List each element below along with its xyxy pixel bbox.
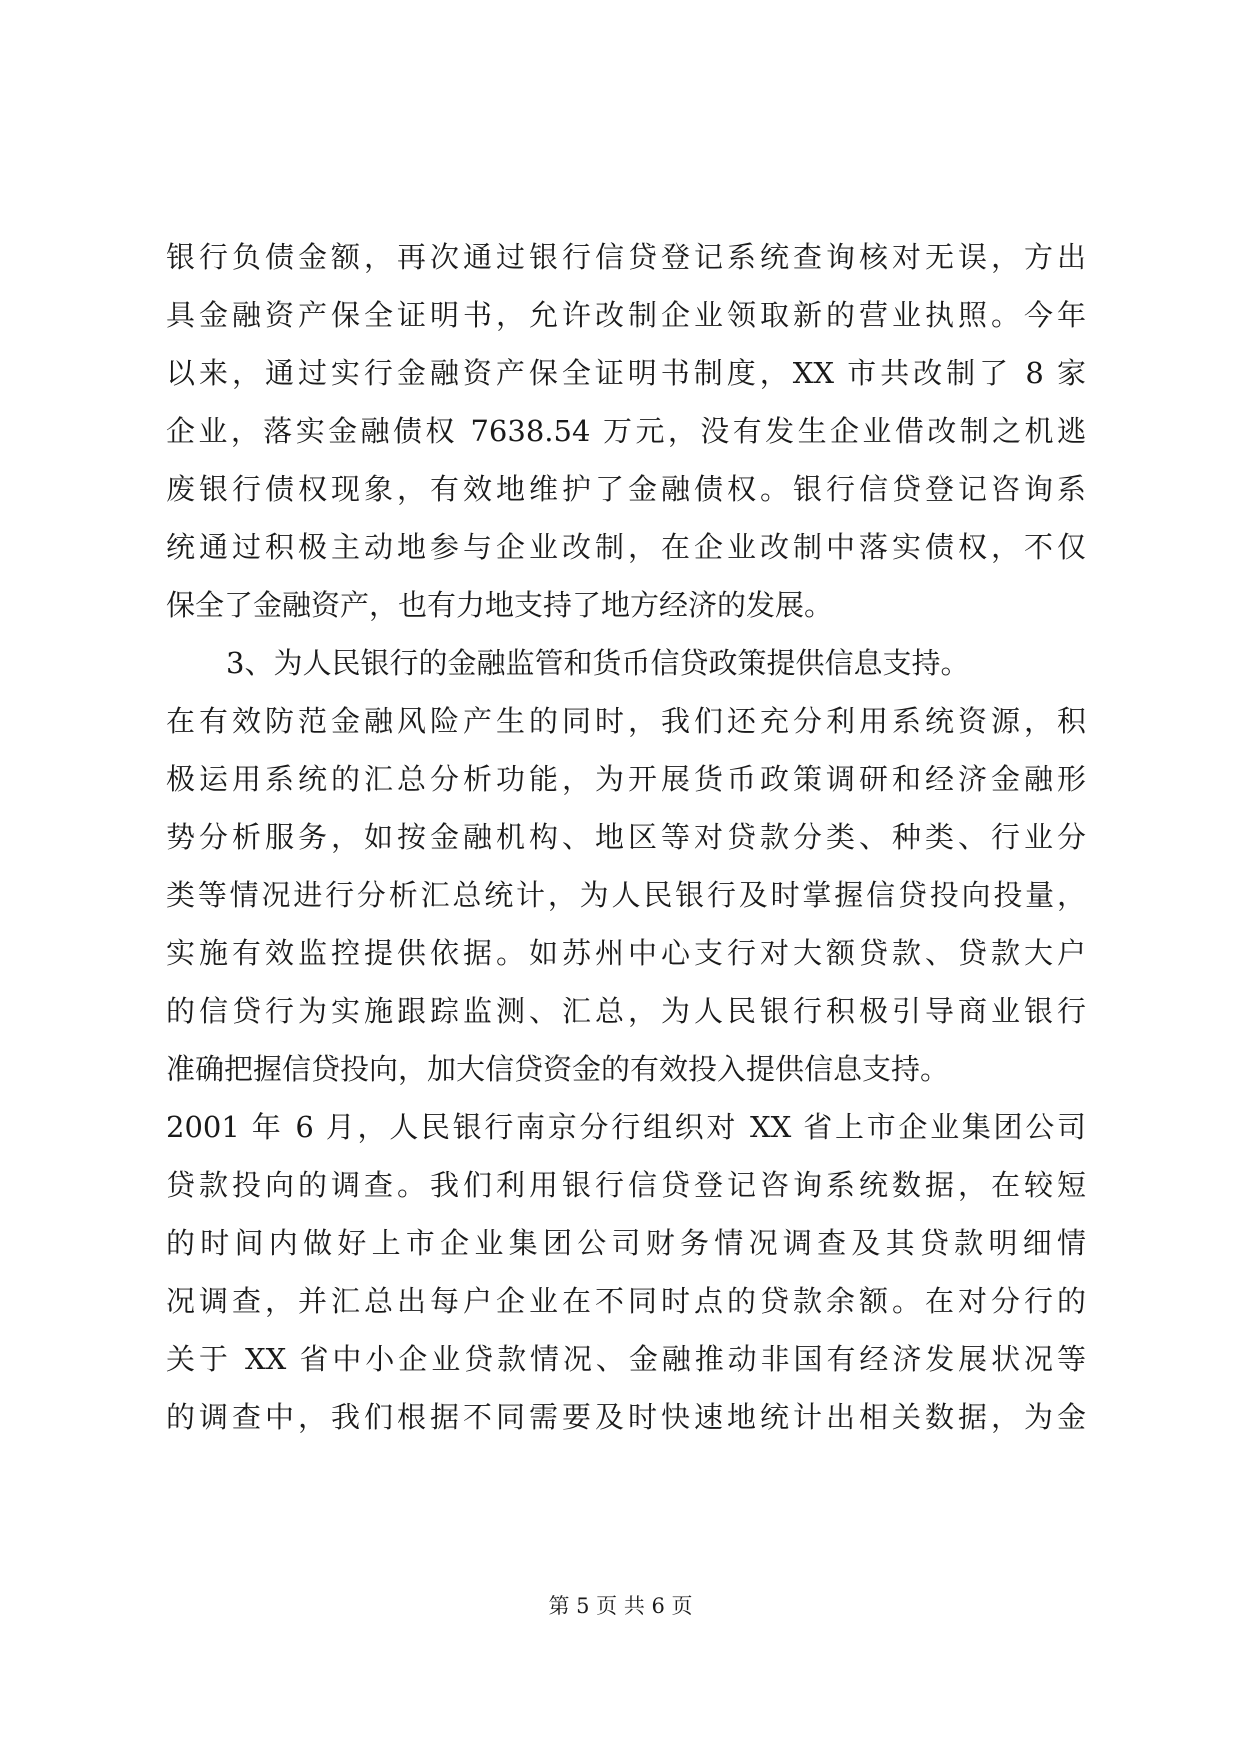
text-line: 统通过积极主动地参与企业改制，在企业改制中落实债权，不仅 [166, 530, 1086, 564]
text-line: 极运用系统的汇总分析功能，为开展货币政策调研和经济金融形 [166, 762, 1086, 796]
text-line: 况调查，并汇总出每户企业在不同时点的贷款余额。在对分行的 [166, 1284, 1086, 1318]
text-line: 贷款投向的调查。我们利用银行信贷登记咨询系统数据，在较短 [166, 1168, 1086, 1202]
text-line: 准确把握信贷投向，加大信贷资金的有效投入提供信息支持。 [166, 1052, 950, 1086]
text-line: 银行负债金额，再次通过银行信贷登记系统查询核对无误，方出 [166, 240, 1086, 274]
text-line: 具金融资产保全证明书，允许改制企业领取新的营业执照。今年 [166, 298, 1086, 332]
section-heading: 3、为人民银行的金融监管和货币信贷政策提供信息支持。 [226, 646, 970, 680]
text-line: 企业，落实金融债权 7638.54 万元，没有发生企业借改制之机逃 [166, 414, 1086, 448]
text-line: 的信贷行为实施跟踪监测、汇总，为人民银行积极引导商业银行 [166, 994, 1086, 1028]
text-line: 的时间内做好上市企业集团公司财务情况调查及其贷款明细情 [166, 1226, 1086, 1260]
text-line: 在有效防范金融风险产生的同时，我们还充分利用系统资源，积 [166, 704, 1086, 738]
text-line: 保全了金融资产，也有力地支持了地方经济的发展。 [166, 588, 834, 622]
page-footer [0, 1590, 1241, 1620]
text-line: 势分析服务，如按金融机构、地区等对贷款分类、种类、行业分 [166, 820, 1086, 854]
text-line: 实施有效监控提供依据。如苏州中心支行对大额贷款、贷款大户 [166, 936, 1086, 970]
text-line: 2001 年 6 月，人民银行南京分行组织对 XX 省上市企业集团公司 [166, 1110, 1086, 1144]
text-line: 关于 XX 省中小企业贷款情况、金融推动非国有经济发展状况等 [166, 1342, 1086, 1376]
body-text [166, 228, 1086, 1446]
page-number: 第 5 页 共 6 页 [548, 1594, 693, 1618]
text-line: 的调查中，我们根据不同需要及时快速地统计出相关数据，为金 [166, 1400, 1086, 1434]
text-line: 类等情况进行分析汇总统计，为人民银行及时掌握信贷投向投量， [166, 878, 1086, 912]
text-line: 以来，通过实行金融资产保全证明书制度，XX 市共改制了 8 家 [166, 356, 1086, 390]
text-line: 废银行债权现象，有效地维护了金融债权。银行信贷登记咨询系 [166, 472, 1086, 506]
